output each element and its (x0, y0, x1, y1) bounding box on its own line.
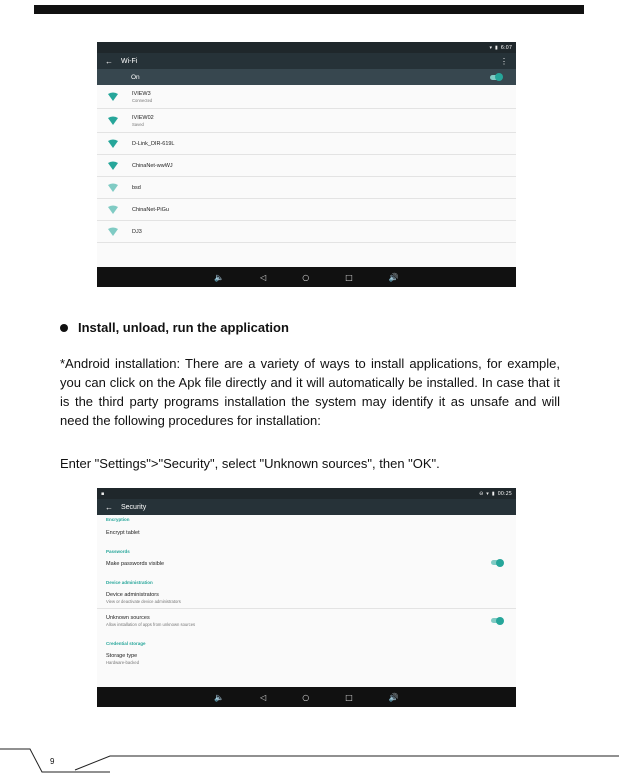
wifi-master-toggle-row[interactable] (97, 69, 516, 85)
device-administrators-item[interactable] (97, 592, 516, 604)
page-number: 9 (50, 757, 55, 766)
network-item[interactable] (97, 155, 516, 177)
network-name: bsd (132, 184, 141, 191)
network-item[interactable] (97, 221, 516, 243)
wifi-signal-icon (108, 92, 118, 102)
item-subtitle: Hardware-backed (106, 660, 140, 665)
page-title: Wi-Fi (121, 57, 138, 65)
encrypt-tablet-item[interactable] (97, 530, 516, 536)
back-icon[interactable]: ◁ (260, 692, 267, 702)
wifi-signal-icon (108, 139, 118, 149)
item-title: Make passwords visible (106, 561, 165, 567)
instruction-text: Enter "Settings">"Security", select "Unknown sources", then "OK". (60, 456, 440, 471)
heading-text: Install, unload, run the application (78, 320, 289, 335)
app-bar (97, 53, 516, 69)
network-item[interactable] (97, 177, 516, 199)
volume-down-icon[interactable]: 🔈 (214, 272, 225, 282)
wifi-toggle[interactable] (490, 75, 502, 80)
home-icon[interactable]: ○ (302, 272, 310, 282)
make-passwords-visible-item[interactable] (97, 561, 516, 567)
item-title: Unknown sources (106, 615, 150, 621)
status-time: 6:07 (500, 44, 512, 51)
status-bar (97, 488, 516, 499)
make-passwords-visible-toggle[interactable] (491, 560, 503, 565)
category-device-admin: Device administration (106, 580, 153, 585)
install-paragraph: *Android installation: There are a variety of ways to install applications, for example, you can click on the Apk file directly and it will automatically be installed. In case that it is the third party programs installation the system may identify it as unsafe and will need the following procedures for installation: (60, 356, 560, 428)
footer-line (0, 748, 619, 774)
network-item[interactable] (97, 85, 516, 109)
item-subtitle: Allow installation of apps from unknown sources (106, 622, 196, 627)
network-status: Saved (132, 121, 144, 127)
unknown-sources-item[interactable] (97, 615, 516, 627)
overflow-menu-icon[interactable]: ⋮ (500, 56, 508, 66)
header-bar (34, 5, 584, 14)
unknown-sources-toggle[interactable] (491, 618, 503, 623)
item-title: Encrypt tablet (106, 530, 140, 536)
wifi-status-icon: ▾ (489, 44, 492, 51)
wifi-screenshot (97, 42, 516, 287)
category-passwords: Passwords (106, 549, 130, 554)
battery-icon: ▮ (495, 44, 498, 51)
wifi-status-icon: ▾ (486, 490, 489, 497)
item-subtitle: View or deactivate device administrators (106, 599, 181, 604)
battery-icon: ▮ (491, 490, 495, 497)
minus-circle-icon: ⊖ (479, 490, 484, 497)
category-encryption: Encryption (106, 517, 130, 522)
divider (97, 608, 516, 609)
network-item[interactable] (97, 199, 516, 221)
page-title: Security (121, 503, 147, 511)
volume-down-icon[interactable]: 🔈 (214, 692, 225, 702)
wifi-signal-icon (108, 227, 118, 237)
app-bar (97, 499, 516, 515)
wifi-signal-icon (108, 183, 118, 193)
back-icon[interactable]: ◁ (260, 272, 267, 282)
security-screenshot (97, 488, 516, 707)
network-name: IVIEW3 (132, 90, 151, 97)
network-name: IVIEW02 (132, 114, 154, 121)
back-arrow-icon[interactable]: ← (105, 56, 113, 66)
status-bar (97, 42, 516, 53)
wifi-signal-icon (108, 161, 118, 171)
nav-bar (97, 687, 516, 707)
storage-type-item[interactable] (97, 653, 516, 665)
volume-up-icon[interactable]: 🔊 (388, 692, 399, 702)
back-arrow-icon[interactable]: ← (105, 502, 113, 512)
section-heading (60, 320, 289, 335)
on-label: On (131, 73, 140, 81)
wifi-signal-icon (108, 205, 118, 215)
network-name: DJ3 (132, 228, 142, 235)
category-credential-storage: Credential storage (106, 641, 146, 646)
notification-icon: ▪ (101, 490, 105, 497)
item-title: Storage type (106, 653, 138, 659)
network-name: ChinaNet-PiGu (132, 206, 169, 213)
volume-up-icon[interactable]: 🔊 (388, 272, 399, 282)
recents-icon[interactable]: □ (345, 692, 353, 702)
home-icon[interactable]: ○ (302, 692, 310, 702)
network-status: Connected (132, 97, 153, 103)
network-item[interactable] (97, 109, 516, 133)
item-title: Device administrators (106, 592, 159, 598)
network-name: ChinaNet-wwWJ (132, 162, 173, 169)
wifi-signal-icon (108, 116, 118, 126)
network-name: D-Link_DIR-619L (132, 140, 175, 147)
bullet-icon (60, 324, 68, 332)
nav-bar (97, 267, 516, 287)
recents-icon[interactable]: □ (345, 272, 353, 282)
status-time: 00:25 (497, 490, 512, 497)
network-item[interactable] (97, 133, 516, 155)
